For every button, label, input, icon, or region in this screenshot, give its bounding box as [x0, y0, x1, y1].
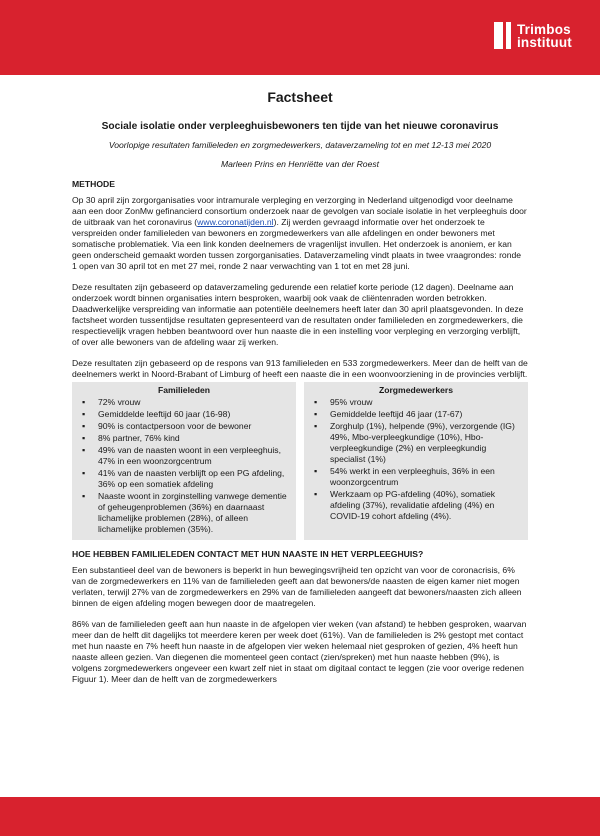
methode-heading: METHODE	[72, 179, 115, 189]
page-title: Factsheet	[267, 89, 333, 105]
list-item: ▪ 95% vrouw	[312, 397, 520, 408]
page-subtitle: Sociale isolatie onder verpleeghuisbewoners ten tijde van het nieuwe coronavirus	[101, 121, 499, 132]
document-body	[72, 84, 528, 685]
zorgmedewerkers-list	[312, 397, 520, 522]
logo-line-2: instituut	[516, 34, 572, 50]
familieleden-title: Familieleden	[157, 385, 211, 395]
contact-heading: HOE HEBBEN FAMILIELEDEN CONTACT MET HUN NAASTE IN HET VERPLEEGHUIS?	[72, 549, 424, 559]
list-item: ▪ Werkzaam op PG-afdeling (40%), somatiek afdeling (37%), revalidatie afdeling (4%) en COVID-19 cohort afdeling (4%).	[312, 489, 520, 522]
zorgmedewerkers-column	[304, 382, 528, 540]
list-item: ▪ 41% van de naasten verblijft op een PG afdeling, 36% op een somatiek afdeling	[80, 468, 288, 490]
logo-line-1: Trimbos	[516, 21, 571, 37]
methode-p1-text-a: Op 30 april zijn zorgorganisaties voor intramurale verpleging en verzorging in Nederland uitgenodigd voor deelname aan een door ZonMw gefinancierd consortium onderzoek naar de gevolgen van sociale isolatie in het verpleeghuis door de uitbraak van het coronavirus (	[72, 195, 527, 227]
list-item: ▪ 49% van de naasten woont in een verpleeghuis, 47% in een woonzorgcentrum	[80, 445, 288, 467]
contact-paragraph-2: 86% van de familieleden geeft aan hun naaste in de afgelopen vier weken (van afstand) te hebben gesproken, waarvan meer dan de helft dit dagelijks tot meerdere keren per week doet (61%). Van de familieleden is 2% gestopt met contact met hun naaste en 7% heeft hun naaste in de afgelopen vier weken helemaal niet gesproken of gezien, 4% heeft hun naaste alleen gezien. Van diegenen die momenteel geen contact (zien/spreken) met hun naaste hebben (9%), is volgens zorgmedewerkers ongeveer een kwart zelf niet in staat om digitaal contact te leggen (zie voor overige redenen Figuur 1). Meer dan de helft van de zorgmedewerkers	[72, 619, 527, 684]
list-item: ▪ Gemiddelde leeftijd 60 jaar (16-98)	[80, 409, 288, 420]
header-bar	[0, 0, 600, 75]
authors-line: Marleen Prins en Henriëtte van der Roest	[220, 159, 380, 169]
familieleden-column	[72, 382, 296, 540]
familieleden-list	[80, 397, 288, 535]
list-item: ▪ 72% vrouw	[80, 397, 288, 408]
methode-paragraph-2: Deze resultaten zijn gebaseerd op dataverzameling gedurende een relatief korte periode (12 dagen). Deelname aan onderzoek wordt binnen organisaties intern besproken, waarbij ook vaak de cliëntenraden worden betrokken. Daadwerkelijke verspreiding van informatie aan potentiële deelnemers heeft later dan 30 april plaatsgevonden. In deze factsheet worden tussentijdse resultaten gepresenteerd van de resultaten onder familieleden en zorgmedewerkers, die respectievelijk vragen hebben beantwoord over hun naaste die in een instelling voor verpleging en verzorging verblijft, of over alle bewoners van de afdeling waar zij werken.	[72, 282, 524, 347]
methode-paragraph-1	[72, 195, 528, 272]
logo-text	[517, 23, 572, 49]
list-item: ▪ 54% werkt in een verpleeghuis, 36% in een woonzorgcentrum	[312, 466, 520, 488]
meta-line: Voorlopige resultaten familieleden en zorgmedewerkers, dataverzameling tot en met 12-13 mei 2020	[108, 140, 492, 150]
methode-paragraph-3: Deze resultaten zijn gebaseerd op de respons van 913 familieleden en 533 zorgmedewerkers. Meer dan de helft van de deelnemers werkt in Noord-Brabant of Limburg of heeft een naaste die in een woonvoorziening in de provincies verblijft.	[72, 358, 528, 379]
zorgmedewerkers-title: Zorgmedewerkers	[378, 385, 454, 395]
list-item: ▪ Naaste woont in zorginstelling vanwege dementie of geheugenproblemen (36%) en daarnaast lichamelijke problemen (28%), of alleen lichamelijke problemen (35%).	[80, 491, 288, 535]
list-item: ▪ Gemiddelde leeftijd 46 jaar (17-67)	[312, 409, 520, 420]
methode-p1-text-b: ). Zij werden gevraagd informatie over het onderzoek te verspreiden onder familieleden van bewoners en zorgmedewerkers van alle afdelingen en onder bewoners met somatische problematiek. Via een link konden deelnemers de vragenlijst invullen. Het onderzoek is anoniem, er kan geen onderscheid gemaakt worden tussen zorgorganisaties. Dataverzameling vindt plaats in twee vraagrondes: ronde 1 open van 30 april tot en met 27 mei, ronde 2 naar verwachting van 1 tot en met 28 juni.	[72, 217, 522, 271]
list-item: ▪ 90% is contactpersoon voor de bewoner	[80, 421, 288, 432]
trimbos-logo	[494, 22, 572, 49]
list-item: ▪ Zorghulp (1%), helpende (9%), verzorgende (IG) 49%, Mbo-verpleegkundige (10%), Hbo-verpleegkundige (2%) en verpleegkundig specialist (1%)	[312, 421, 520, 465]
coronatijden-link[interactable]: www.coronatijden.nl	[197, 217, 274, 227]
contact-paragraph-1: Een substantieel deel van de bewoners is beperkt in hun bewegingsvrijheid ten opzicht van voor de coronacrisis, 6% van de zorgmedewerkers en 11% van de familieleden geeft aan dat bewoners/de naasten de eigen kamer niet mogen verlaten, terwijl 27% van de zorgmedewerkers en 29% van de familieleden aangeeft dat bewoners/naasten zich alleen binnen de eigen afdeling mogen bewegen door de maatregelen.	[72, 565, 522, 608]
respondent-comparison	[72, 382, 528, 540]
list-item: ▪ 8% partner, 76% kind	[80, 433, 288, 444]
footer-bar	[0, 797, 600, 836]
logo-mark-icon	[494, 22, 511, 49]
